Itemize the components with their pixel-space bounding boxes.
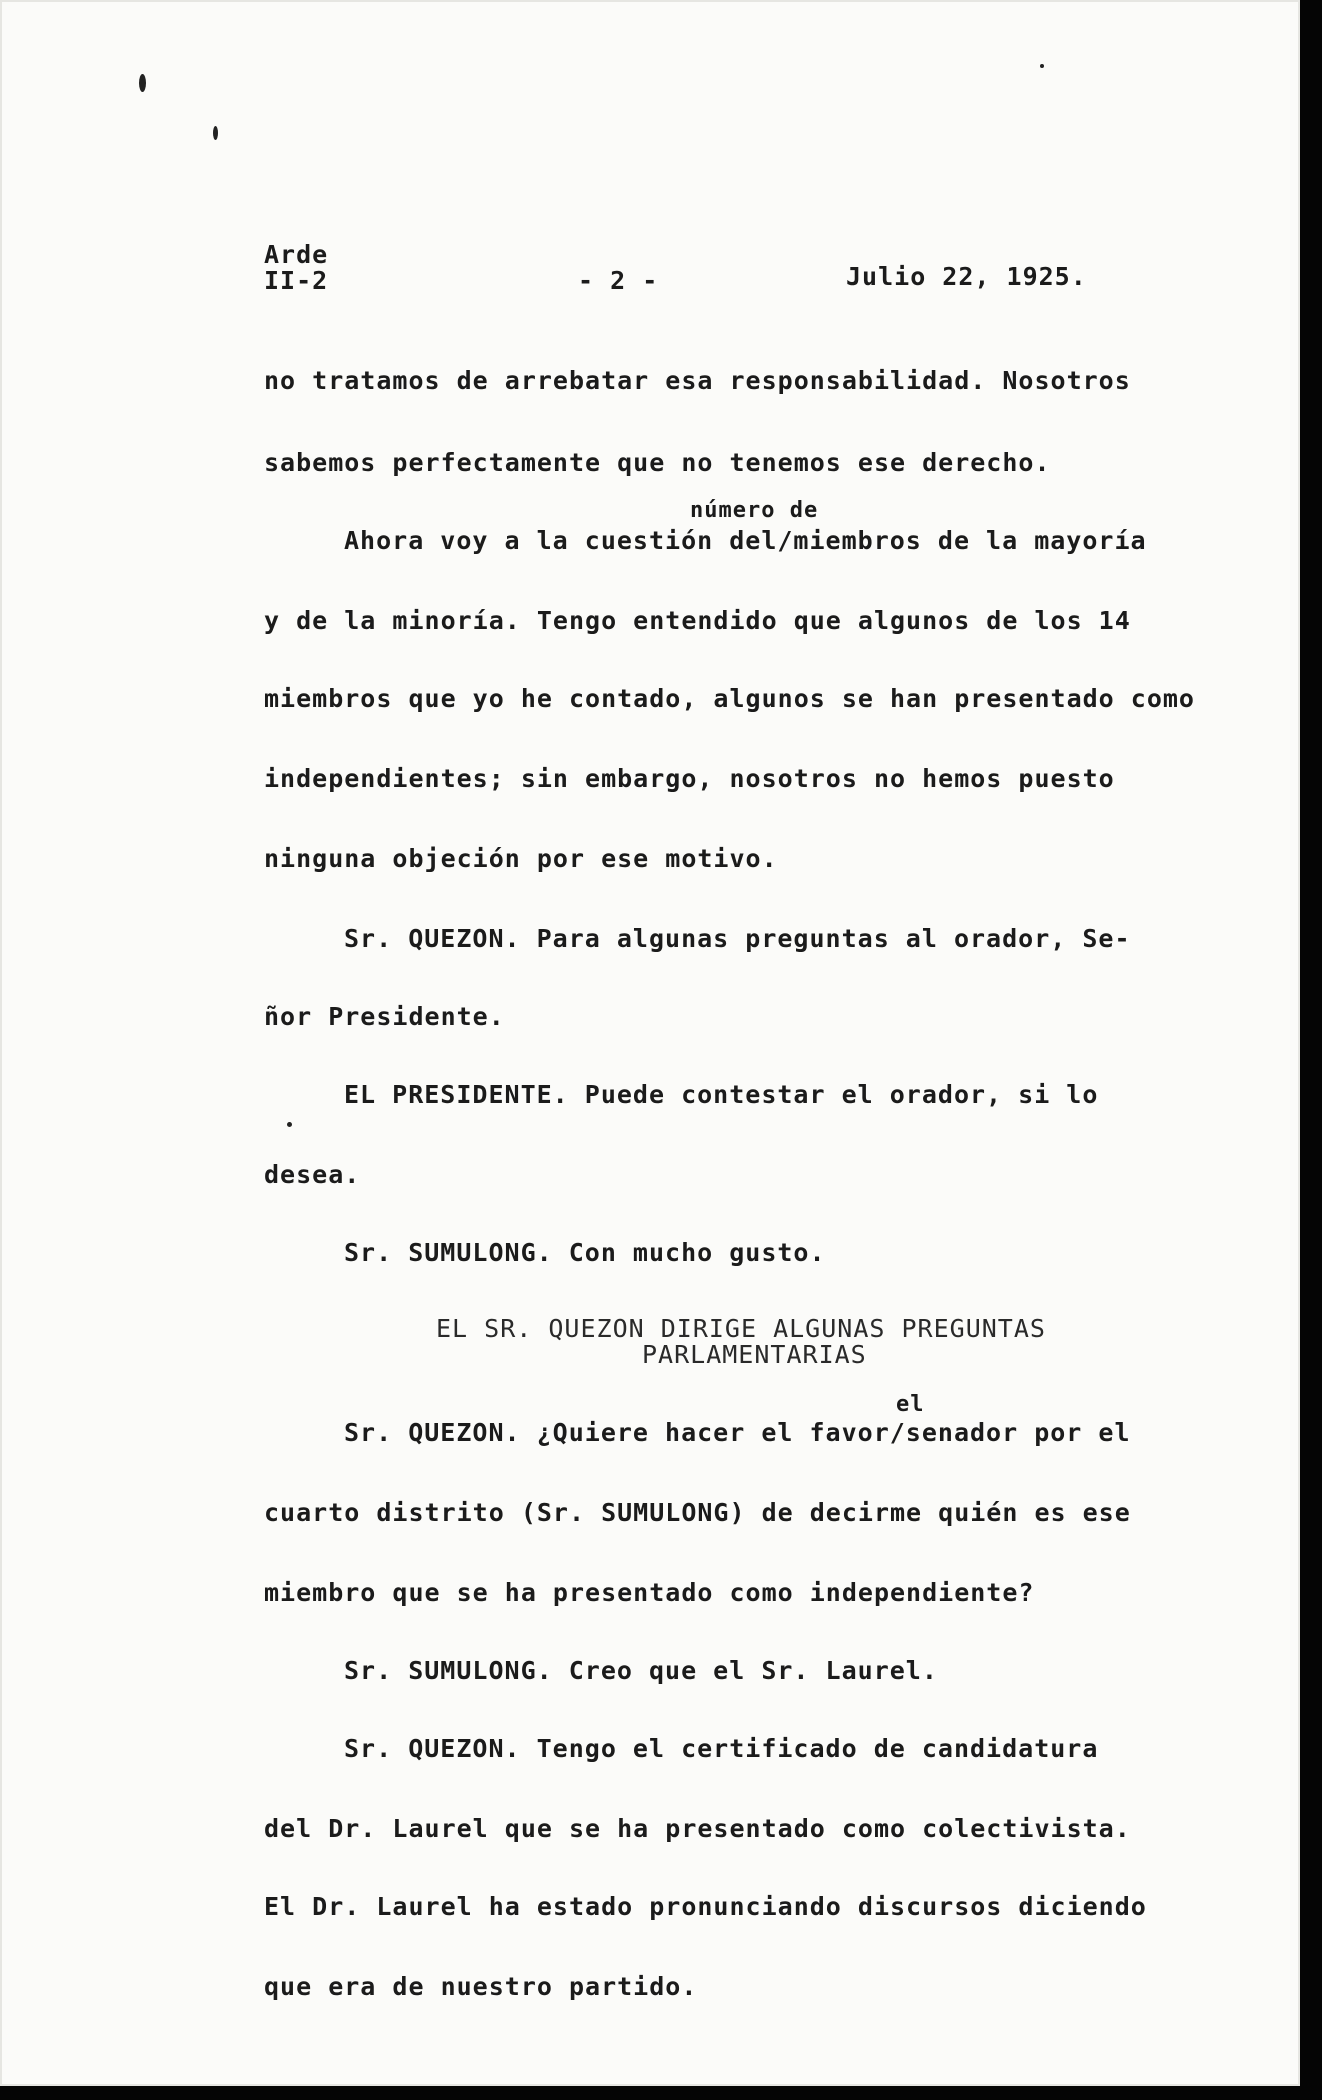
body-line: Sr. QUEZON. Para algunas preguntas al orador, Se-: [344, 924, 1131, 953]
body-line: cuarto distrito (Sr. SUMULONG) de decirme quién es ese: [264, 1498, 1131, 1527]
body-line: Sr. SUMULONG. Con mucho gusto.: [344, 1238, 826, 1267]
body-line: Sr. SUMULONG. Creo que el Sr. Laurel.: [344, 1656, 938, 1685]
header-page-number: - 2 -: [578, 266, 659, 295]
body-line: Sr. QUEZON. ¿Quiere hacer el favor/senador por el: [344, 1418, 1131, 1447]
scan-border-bottom: [0, 2086, 1322, 2100]
ink-speck: [213, 126, 218, 140]
header-author: Arde: [264, 240, 329, 269]
interlinear-insert: el: [896, 1392, 925, 1417]
body-line: del Dr. Laurel que se ha presentado como colectivista.: [264, 1814, 1131, 1843]
body-line: Ahora voy a la cuestión del/miembros de la mayoría: [344, 526, 1147, 555]
body-line: sabemos perfectamente que no tenemos ese derecho.: [264, 448, 1051, 477]
ink-speck: [139, 74, 146, 92]
ink-speck: [1040, 64, 1044, 68]
body-line: no tratamos de arrebatar esa responsabilidad. Nosotros: [264, 366, 1131, 395]
section-heading: EL SR. QUEZON DIRIGE ALGUNAS PREGUNTAS: [436, 1314, 1046, 1343]
scan-border-right: [1300, 0, 1322, 2100]
header-date: Julio 22, 1925.: [846, 262, 1087, 291]
body-line: desea.: [264, 1160, 361, 1189]
body-line: y de la minoría. Tengo entendido que algunos de los 14: [264, 606, 1131, 635]
body-line: EL PRESIDENTE. Puede contestar el orador, si lo: [344, 1080, 1099, 1109]
body-line: que era de nuestro partido.: [264, 1972, 698, 2001]
body-line: El Dr. Laurel ha estado pronunciando discursos diciendo: [264, 1892, 1147, 1921]
header-section: II-2: [264, 266, 329, 295]
section-heading: PARLAMENTARIAS: [642, 1340, 867, 1369]
body-line: Sr. QUEZON. Tengo el certificado de candidatura: [344, 1734, 1099, 1763]
interlinear-insert: número de: [690, 498, 819, 523]
body-line: ñor Presidente.: [264, 1002, 505, 1031]
body-line: independientes; sin embargo, nosotros no hemos puesto: [264, 764, 1115, 793]
body-line: miembro que se ha presentado como independiente?: [264, 1578, 1035, 1607]
ink-speck: [287, 1122, 292, 1127]
body-line: miembros que yo he contado, algunos se han presentado como: [264, 684, 1195, 713]
body-line: ninguna objeción por ese motivo.: [264, 844, 778, 873]
